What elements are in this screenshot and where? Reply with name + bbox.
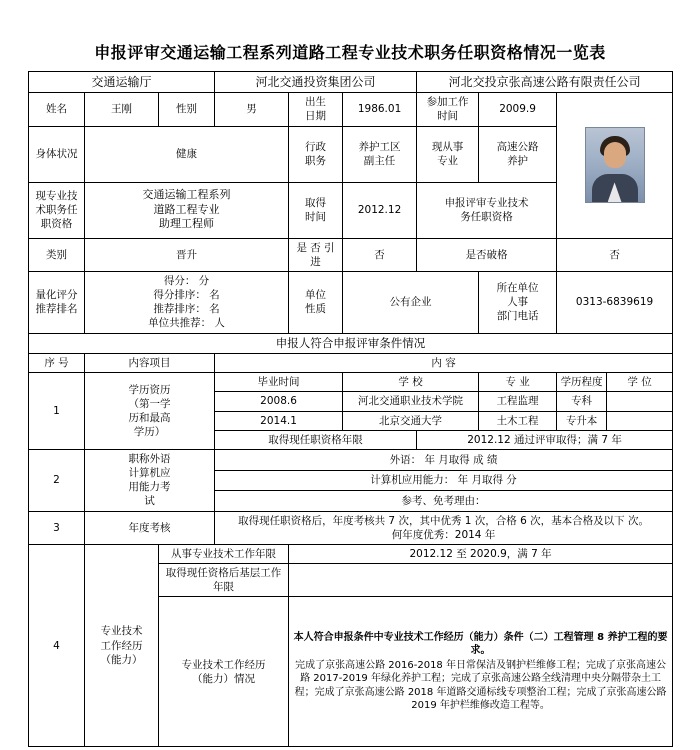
value-birth: 1986.01 bbox=[343, 93, 417, 126]
row1-years-value: 2012.12 通过评审取得；满 7 年 bbox=[417, 430, 673, 449]
row1-level-0: 专科 bbox=[557, 392, 607, 411]
page-title: 申报评审交通运输工程系列道路工程专业技术职务任职资格情况一览表 bbox=[94, 43, 606, 62]
value-unit-nature: 公有企业 bbox=[343, 271, 479, 333]
row1-th-degree: 学 位 bbox=[607, 373, 673, 392]
value-admin-post: 养护工区 副主任 bbox=[343, 126, 417, 182]
main-form-table bbox=[28, 71, 673, 747]
row1-major-0: 工程监理 bbox=[479, 392, 557, 411]
score-line-0: 得分： 分 bbox=[163, 274, 210, 287]
org-dept: 交通运输厅 bbox=[29, 72, 215, 93]
row1-headers bbox=[29, 373, 673, 392]
row4-work-years-label: 从事专业技术工作年限 bbox=[159, 544, 289, 563]
row4-grassroots-value bbox=[289, 564, 673, 597]
value-gender: 男 bbox=[215, 93, 289, 126]
label-category: 类别 bbox=[29, 238, 85, 271]
value-obtain-time: 2012.12 bbox=[343, 182, 417, 238]
row1-major-1: 土木工程 bbox=[479, 411, 557, 430]
row1-th-graduate-time: 毕业时间 bbox=[215, 373, 343, 392]
row1-school-1: 北京交通大学 bbox=[343, 411, 479, 430]
row4-work-years bbox=[29, 544, 673, 563]
label-health: 身体状况 bbox=[29, 126, 85, 182]
row2-text-1: 计算机应用能力： 年 月取得 分 bbox=[215, 470, 673, 491]
row3-item: 年度考核 bbox=[85, 511, 215, 544]
row2-text-2: 参考、免考理由： bbox=[215, 491, 673, 512]
value-hr-phone: 0313-6839619 bbox=[557, 271, 673, 333]
value-health: 健康 bbox=[85, 126, 289, 182]
row3-no: 3 bbox=[29, 511, 85, 544]
row1-school-0: 河北交通职业技术学院 bbox=[343, 392, 479, 411]
row4-no: 4 bbox=[29, 544, 85, 747]
content-header-row bbox=[29, 354, 673, 373]
row3 bbox=[29, 511, 673, 544]
row2-text-0: 外语： 年 月取得 成 绩 bbox=[215, 449, 673, 470]
value-category: 晋升 bbox=[85, 238, 289, 271]
org-group: 河北交通投资集团公司 bbox=[215, 72, 417, 93]
label-admin-post: 行政 职务 bbox=[289, 126, 343, 182]
row4-item: 专业技术 工作经历 （能力） bbox=[85, 544, 159, 747]
label-name: 姓名 bbox=[29, 93, 85, 126]
row3-text-1: 何年度优秀：2014 年 bbox=[391, 528, 496, 541]
section-title: 申报人符合申报评审条件情况 bbox=[29, 333, 673, 354]
basic-row-4 bbox=[29, 238, 673, 271]
label-birth: 出生 日期 bbox=[289, 93, 343, 126]
row4-exp-lead: 本人符合申报条件中专业技术工作经历（能力）条件（二）工程管理 8 养护工程的要求。 bbox=[293, 631, 668, 657]
label-work-start: 参加工作 时间 bbox=[417, 93, 479, 126]
row1-time-1: 2014.1 bbox=[215, 411, 343, 430]
value-work-start: 2009.9 bbox=[479, 93, 557, 126]
basic-row-1 bbox=[29, 93, 673, 126]
photo-image bbox=[585, 127, 645, 203]
basic-row-5 bbox=[29, 271, 673, 333]
row1-no: 1 bbox=[29, 373, 85, 450]
org-company: 河北交投京张高速公路有限责任公司 bbox=[417, 72, 673, 93]
label-is-across: 是 否 引 进 bbox=[289, 238, 343, 271]
row1-th-school: 学 校 bbox=[343, 373, 479, 392]
row1-time-0: 2008.6 bbox=[215, 392, 343, 411]
score-line-2: 推荐排序： 名 bbox=[153, 303, 220, 316]
organization-row bbox=[29, 72, 673, 93]
row4-work-years-value: 2012.12 至 2020.9，满 7 年 bbox=[289, 544, 673, 563]
row2-item: 职称外语 计算机应 用能力考 试 bbox=[85, 449, 215, 511]
value-current-title: 交通运输工程系列 道路工程专业 助理工程师 bbox=[85, 182, 289, 238]
score-line-1: 得分排序： 名 bbox=[153, 289, 220, 302]
row1-th-major: 专 业 bbox=[479, 373, 557, 392]
label-unit-nature: 单位 性质 bbox=[289, 271, 343, 333]
score-line-3: 单位共推荐： 人 bbox=[148, 317, 225, 330]
row2-no: 2 bbox=[29, 449, 85, 511]
row4-grassroots-label: 取得现任资格后基层工作年限 bbox=[159, 564, 289, 597]
value-is-across: 否 bbox=[343, 238, 417, 271]
row3-text-0: 取得现任职资格后，年度考核共 7 次，其中优秀 1 次，合格 6 次，基本合格及以下 次。 bbox=[238, 514, 649, 527]
row1-item: 学历资历 （第一学 历和最高 学历） bbox=[85, 373, 215, 450]
value-score bbox=[85, 271, 289, 333]
row4-exp-content bbox=[289, 597, 673, 747]
row1-degree-1 bbox=[607, 411, 673, 430]
th-content: 内 容 bbox=[215, 354, 673, 373]
row1-th-level: 学历程度 bbox=[557, 373, 607, 392]
label-score: 量化评分 推荐排名 bbox=[29, 271, 85, 333]
label-obtain-time: 取得 时间 bbox=[289, 182, 343, 238]
th-item: 内容项目 bbox=[85, 354, 215, 373]
value-name: 王刚 bbox=[85, 93, 159, 126]
row4-exp-body: 完成了京张高速公路 2016-2018 年日常保洁及钢护栏维修工程；完成了京张高速公路 2017-2019 年绿化养护工程；完成了京张高速公路全线清理中央分隔带杂土工程；完成了京张高速公路 2018 年道路交通标线专项整治工程；完成了京张高速公路 2019 年护栏维修改造工程等。 bbox=[294, 659, 667, 712]
row2-line-0 bbox=[29, 449, 673, 470]
th-seq: 序 号 bbox=[29, 354, 85, 373]
row1-years-label: 取得现任职资格年限 bbox=[215, 430, 417, 449]
label-current-major: 现从事 专业 bbox=[417, 126, 479, 182]
label-gender: 性别 bbox=[159, 93, 215, 126]
row4-exp-label: 专业技术工作经历 （能力）情况 bbox=[159, 597, 289, 747]
value-current-major: 高速公路 养护 bbox=[479, 126, 557, 182]
label-current-title: 现专业技 术职务任 职资格 bbox=[29, 182, 85, 238]
section-title-row bbox=[29, 333, 673, 354]
value-is-break: 否 bbox=[557, 238, 673, 271]
row1-degree-0 bbox=[607, 392, 673, 411]
row1-level-1: 专升本 bbox=[557, 411, 607, 430]
avatar bbox=[557, 93, 673, 238]
label-apply-title: 申报评审专业技术 务任职资格 bbox=[417, 182, 557, 238]
label-is-break: 是否破格 bbox=[417, 238, 557, 271]
row3-content bbox=[215, 511, 673, 544]
label-hr-phone: 所在单位 人事 部门电话 bbox=[479, 271, 557, 333]
